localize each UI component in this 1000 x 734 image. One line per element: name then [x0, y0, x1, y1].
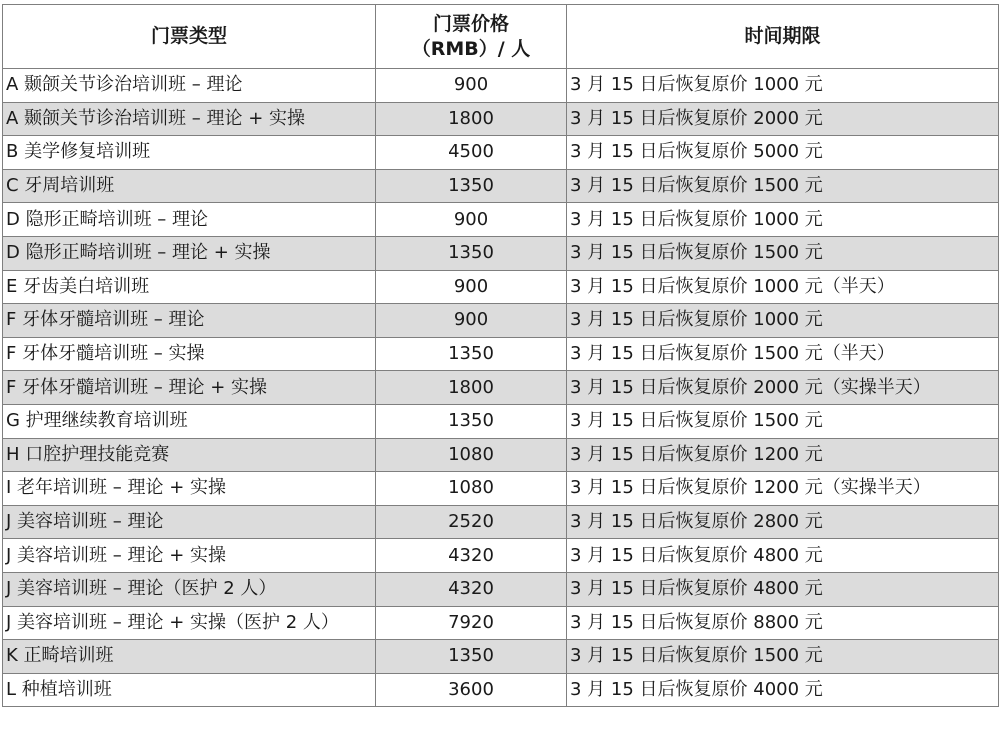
table-row: [3, 169, 999, 203]
cell-ticket-type: E 牙齿美白培训班: [3, 270, 376, 304]
cell-deadline: 3 月 15 日后恢复原价 1500 元: [567, 236, 999, 270]
cell-deadline: 3 月 15 日后恢复原价 1200 元: [567, 438, 999, 472]
cell-price: 1350: [376, 337, 567, 371]
cell-ticket-type: A 颞颌关节诊治培训班 – 理论: [3, 69, 376, 103]
cell-ticket-type: D 隐形正畸培训班 – 理论 + 实操: [3, 236, 376, 270]
table-row: [3, 673, 999, 707]
cell-ticket-type: C 牙周培训班: [3, 169, 376, 203]
table-row: [3, 572, 999, 606]
cell-ticket-type: G 护理继续教育培训班: [3, 404, 376, 438]
cell-ticket-type: D 隐形正畸培训班 – 理论: [3, 203, 376, 237]
cell-deadline: 3 月 15 日后恢复原价 1000 元（半天）: [567, 270, 999, 304]
cell-ticket-type: J 美容培训班 – 理论: [3, 505, 376, 539]
cell-ticket-type: F 牙体牙髓培训班 – 理论: [3, 304, 376, 338]
cell-price: 1080: [376, 472, 567, 506]
table-row: [3, 69, 999, 103]
header-row: [3, 5, 999, 69]
cell-deadline: 3 月 15 日后恢复原价 4000 元: [567, 673, 999, 707]
table-row: [3, 505, 999, 539]
cell-ticket-type: F 牙体牙髓培训班 – 理论 + 实操: [3, 371, 376, 405]
cell-price: 4320: [376, 539, 567, 573]
cell-price: 7920: [376, 606, 567, 640]
cell-price: 1350: [376, 640, 567, 674]
cell-deadline: 3 月 15 日后恢复原价 2800 元: [567, 505, 999, 539]
table-row: [3, 136, 999, 170]
table-row: [3, 337, 999, 371]
cell-price: 1350: [376, 169, 567, 203]
table-row: [3, 404, 999, 438]
table-row: [3, 236, 999, 270]
cell-price: 2520: [376, 505, 567, 539]
table-row: [3, 438, 999, 472]
table-row: [3, 472, 999, 506]
cell-deadline: 3 月 15 日后恢复原价 2000 元: [567, 102, 999, 136]
cell-price: 900: [376, 203, 567, 237]
cell-deadline: 3 月 15 日后恢复原价 8800 元: [567, 606, 999, 640]
cell-ticket-type: H 口腔护理技能竞赛: [3, 438, 376, 472]
cell-ticket-type: B 美学修复培训班: [3, 136, 376, 170]
table-row: [3, 270, 999, 304]
table-row: [3, 304, 999, 338]
header-price-line1: 门票价格: [432, 12, 509, 35]
cell-price: 900: [376, 304, 567, 338]
cell-deadline: 3 月 15 日后恢复原价 1500 元: [567, 640, 999, 674]
cell-ticket-type: A 颞颌关节诊治培训班 – 理论 + 实操: [3, 102, 376, 136]
table-row: [3, 606, 999, 640]
cell-deadline: 3 月 15 日后恢复原价 2000 元（实操半天）: [567, 371, 999, 405]
cell-deadline: 3 月 15 日后恢复原价 4800 元: [567, 539, 999, 573]
cell-price: 1080: [376, 438, 567, 472]
cell-ticket-type: K 正畸培训班: [3, 640, 376, 674]
cell-ticket-type: J 美容培训班 – 理论（医护 2 人）: [3, 572, 376, 606]
table-row: [3, 640, 999, 674]
cell-deadline: 3 月 15 日后恢复原价 1500 元: [567, 404, 999, 438]
table-row: [3, 203, 999, 237]
header-ticket-type: 门票类型: [3, 5, 376, 69]
cell-price: 1350: [376, 236, 567, 270]
cell-deadline: 3 月 15 日后恢复原价 1000 元: [567, 203, 999, 237]
cell-deadline: 3 月 15 日后恢复原价 1500 元: [567, 169, 999, 203]
table-row: [3, 371, 999, 405]
cell-price: 3600: [376, 673, 567, 707]
cell-price: 4500: [376, 136, 567, 170]
cell-price: 900: [376, 69, 567, 103]
cell-price: 1800: [376, 371, 567, 405]
table-body: [3, 69, 999, 707]
header-ticket-price: [376, 5, 567, 69]
cell-deadline: 3 月 15 日后恢复原价 1000 元: [567, 304, 999, 338]
table-row: [3, 102, 999, 136]
cell-price: 4320: [376, 572, 567, 606]
cell-ticket-type: F 牙体牙髓培训班 – 实操: [3, 337, 376, 371]
cell-ticket-type: L 种植培训班: [3, 673, 376, 707]
cell-deadline: 3 月 15 日后恢复原价 5000 元: [567, 136, 999, 170]
cell-deadline: 3 月 15 日后恢复原价 1000 元: [567, 69, 999, 103]
header-price-line2: （RMB）/ 人: [411, 37, 531, 60]
cell-price: 900: [376, 270, 567, 304]
cell-ticket-type: J 美容培训班 – 理论 + 实操: [3, 539, 376, 573]
cell-price: 1800: [376, 102, 567, 136]
cell-price: 1350: [376, 404, 567, 438]
ticket-price-table: [2, 4, 999, 707]
cell-ticket-type: I 老年培训班 – 理论 + 实操: [3, 472, 376, 506]
header-deadline: 时间期限: [567, 5, 999, 69]
cell-ticket-type: J 美容培训班 – 理论 + 实操（医护 2 人）: [3, 606, 376, 640]
cell-deadline: 3 月 15 日后恢复原价 4800 元: [567, 572, 999, 606]
table-row: [3, 539, 999, 573]
table-header: [3, 5, 999, 69]
cell-deadline: 3 月 15 日后恢复原价 1200 元（实操半天）: [567, 472, 999, 506]
cell-deadline: 3 月 15 日后恢复原价 1500 元（半天）: [567, 337, 999, 371]
